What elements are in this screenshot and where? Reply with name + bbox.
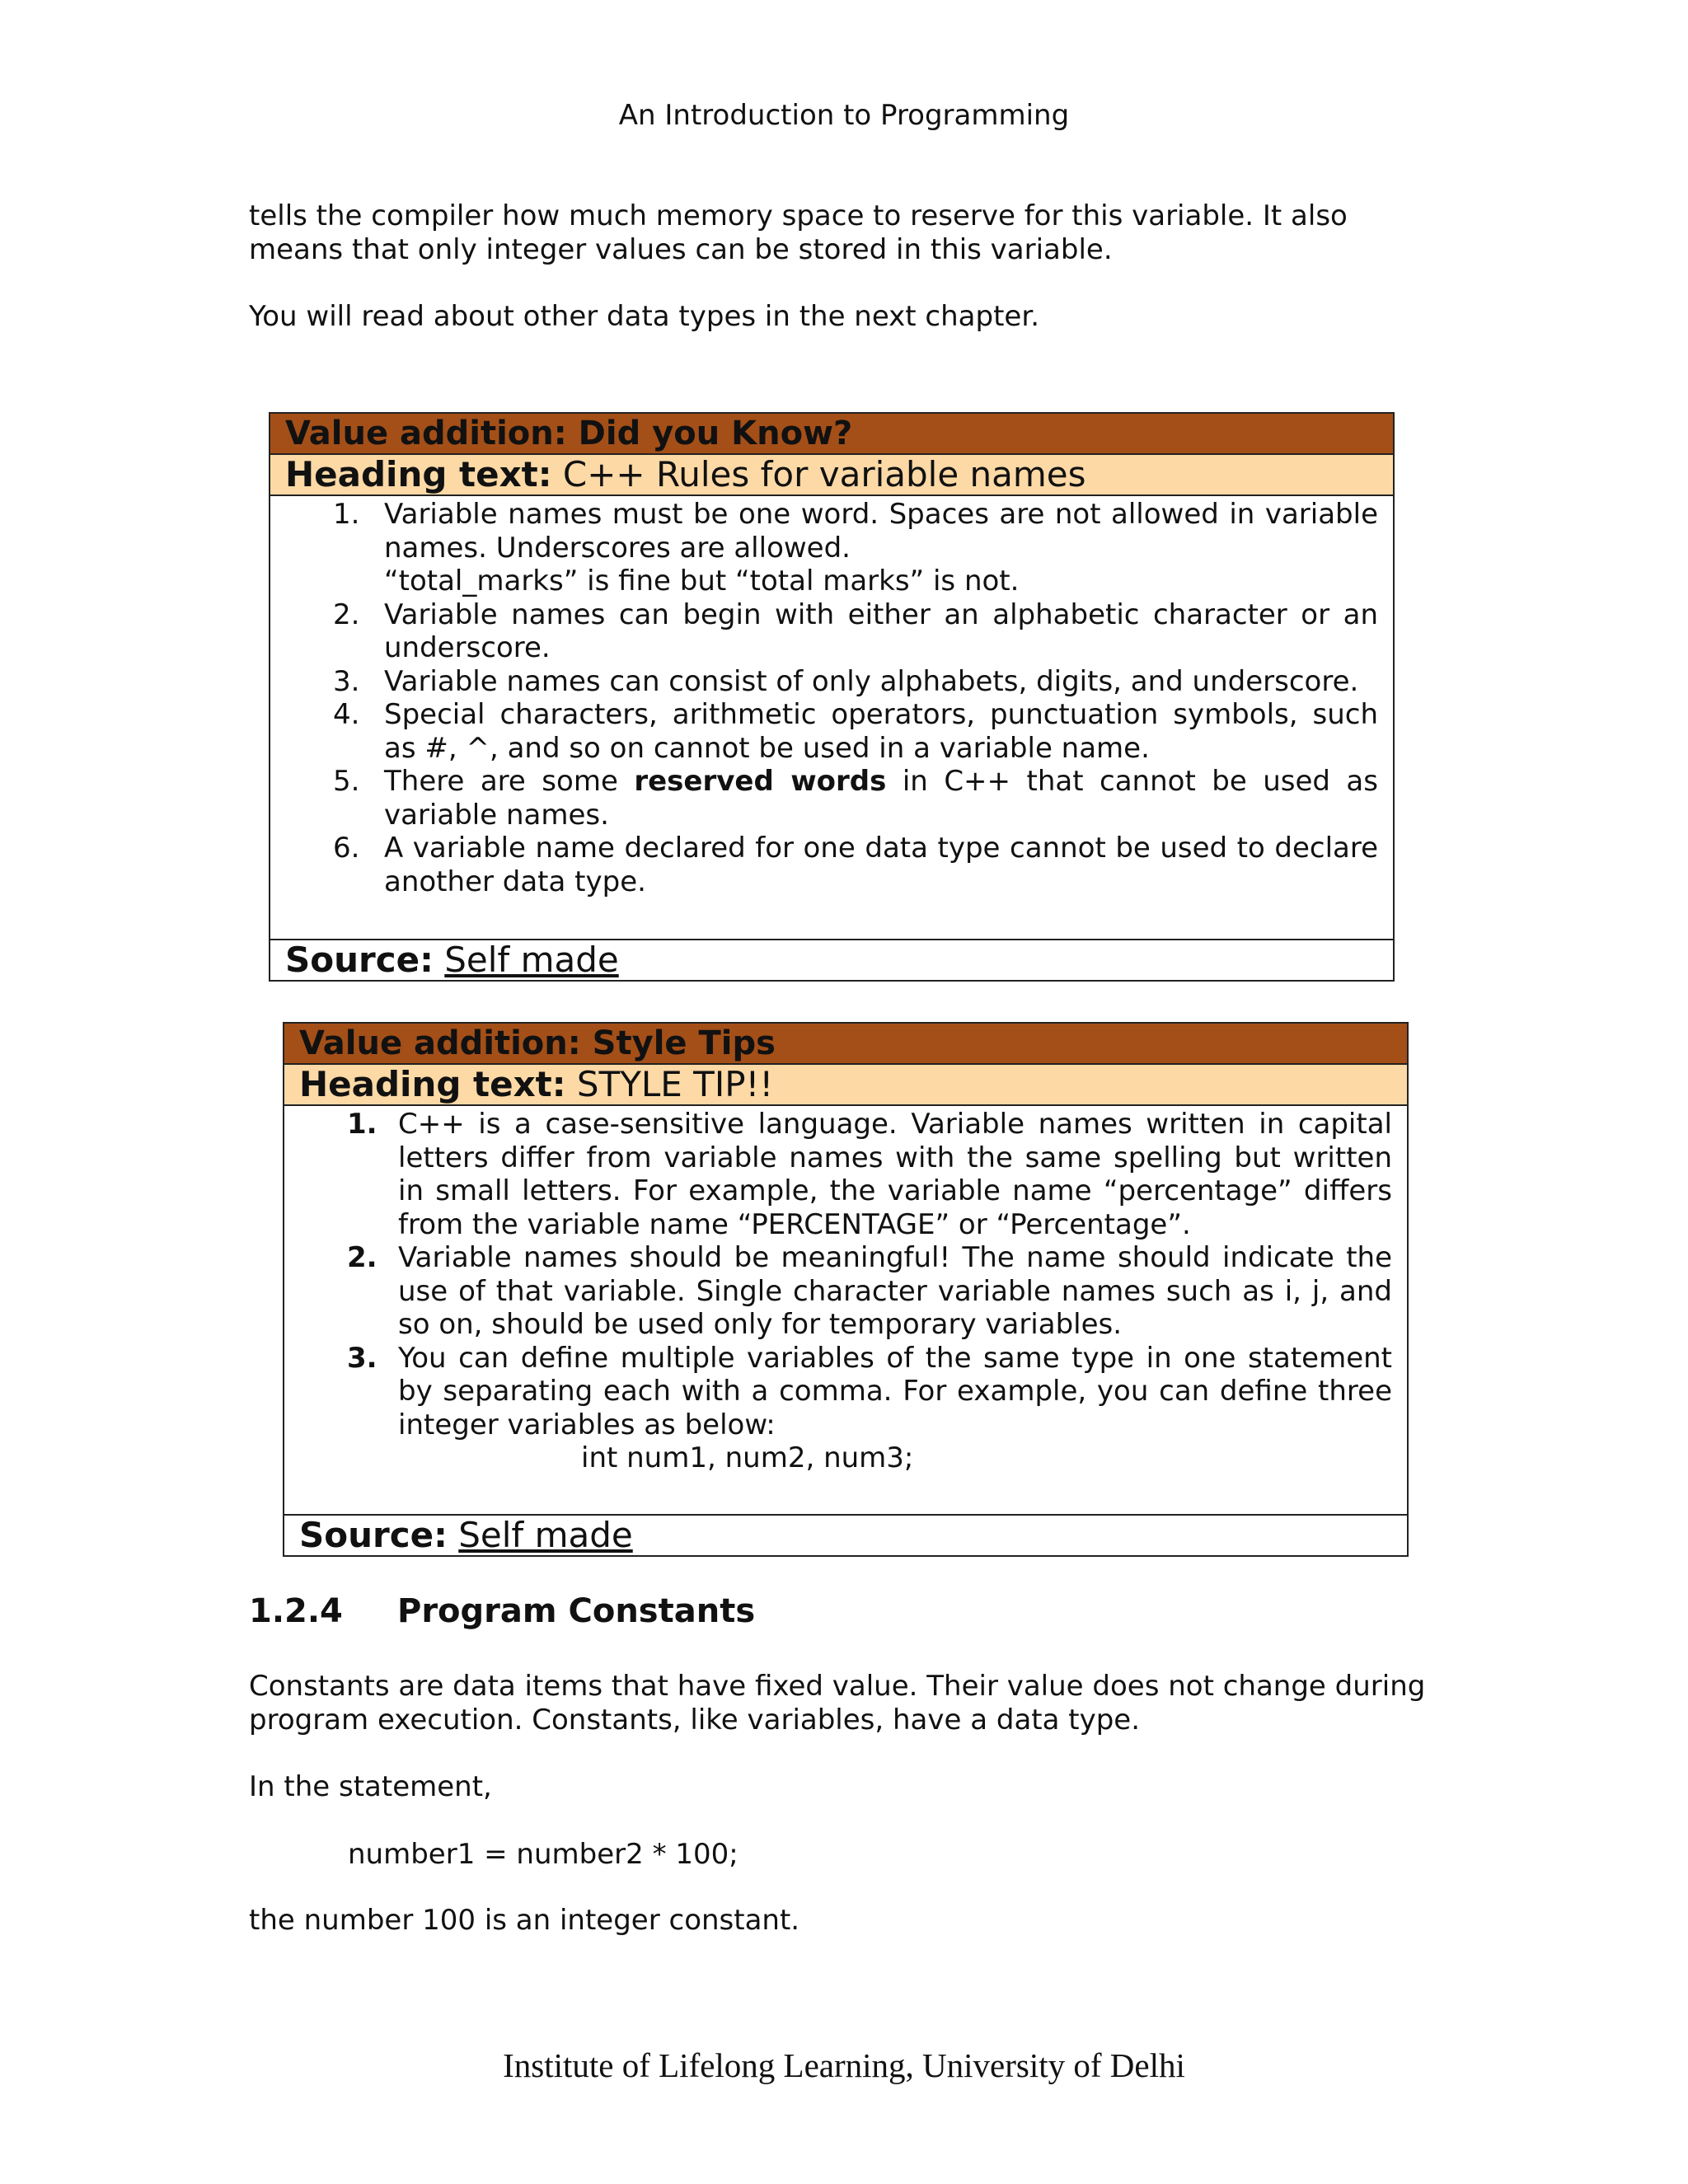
list-item: [270, 665, 1393, 699]
box-title: Value addition: Did you Know?: [270, 414, 1393, 455]
box-source: [284, 1514, 1407, 1555]
did-you-know-box: [269, 412, 1395, 982]
list-item: [270, 598, 1393, 665]
source-label: Source:: [285, 940, 434, 980]
box-title: Value addition: Style Tips: [284, 1024, 1407, 1065]
style-tips-box: [283, 1022, 1409, 1557]
item-number: 1.: [333, 498, 360, 531]
item-text: Variable names can consist of only alphabets, digits, and underscore.: [384, 664, 1359, 698]
item-number: 2.: [333, 598, 360, 631]
item-number: 3.: [347, 1341, 377, 1375]
heading-text: STYLE TIP!!: [565, 1064, 774, 1104]
page-footer: Institute of Lifelong Learning, University of Delhi: [503, 2046, 1185, 2084]
section-heading: [249, 1592, 755, 1630]
source-value: Self made: [458, 1515, 633, 1555]
list-item: [270, 765, 1393, 832]
item-number: 6.: [333, 832, 360, 865]
heading-text: C++ Rules for variable names: [551, 454, 1086, 494]
rules-list: [270, 496, 1393, 898]
item-text: Variable names must be one word. Spaces are not allowed in variable names. Underscores are allowed.: [384, 498, 1378, 565]
item-bold-text: reserved words: [634, 765, 887, 798]
heading-label: Heading text:: [299, 1064, 566, 1104]
intro-paragraph-2: You will read about other data types in the next chapter.: [249, 300, 1040, 333]
item-extra: “total_marks” is fine but “total marks” is not.: [384, 565, 1020, 598]
list-item: [284, 1108, 1407, 1241]
box-heading: [270, 455, 1393, 496]
source-value: Self made: [444, 940, 619, 980]
intro-paragraph-1: tells the compiler how much memory space to reserve for this variable. It also means that only integer values can be stored in this variable.: [249, 199, 1348, 266]
item-number: 1.: [347, 1108, 377, 1141]
section-number: 1.2.4: [249, 1592, 343, 1630]
list-item: [270, 698, 1393, 765]
section-paragraph-2: In the statement,: [249, 1770, 492, 1803]
running-header: An Introduction to Programming: [618, 99, 1070, 132]
code-example: int num1, num2, num3;: [581, 1441, 914, 1474]
section-paragraph-3: the number 100 is an integer constant.: [249, 1904, 800, 1937]
item-number: 5.: [333, 765, 360, 798]
item-text: A variable name declared for one data type cannot be used to declare another data type.: [384, 832, 1378, 898]
box-source: [270, 939, 1393, 980]
list-item: [270, 832, 1393, 898]
source-label: Source:: [299, 1515, 448, 1555]
item-text: Special characters, arithmetic operators, punctuation symbols, such as #, ^, and so on cannot be used in a variable name.: [384, 698, 1378, 765]
code-statement: number1 = number2 * 100;: [348, 1838, 738, 1871]
item-text: C++ is a case-sensitive language. Variable names written in capital letters differ from variable names with the same spelling but written in small letters. For example, the variable name “percentage” differs from the variable name “PERCENTAGE” or “Percentage”.: [398, 1108, 1392, 1241]
heading-label: Heading text:: [285, 454, 552, 494]
section-title: Program Constants: [397, 1592, 756, 1630]
list-item: [284, 1342, 1407, 1475]
list-item: [284, 1241, 1407, 1342]
section-paragraph-1: Constants are data items that have fixed value. Their value does not change during program execution. Constants, like variables, have a data type.: [249, 1670, 1426, 1736]
list-item: [270, 498, 1393, 598]
tips-list: [284, 1106, 1407, 1475]
item-number: 4.: [333, 698, 360, 731]
item-number: 2.: [347, 1241, 377, 1274]
item-text: You can define multiple variables of the same type in one statement by separating each with a comma. For example, you can define three integer variables as below:: [398, 1341, 1392, 1441]
box-heading: [284, 1065, 1407, 1106]
item-text-after: in C++ that cannot be used as variable names.: [384, 765, 1378, 832]
item-text: Variable names can begin with either an alphabetic character or an underscore.: [384, 598, 1378, 664]
item-number: 3.: [333, 664, 360, 698]
item-text: Variable names should be meaningful! The name should indicate the use of that variable. Single character variable names such as i, j, and so on, should be used only for temporary variables.: [398, 1241, 1392, 1341]
item-text: There are some: [384, 765, 635, 798]
